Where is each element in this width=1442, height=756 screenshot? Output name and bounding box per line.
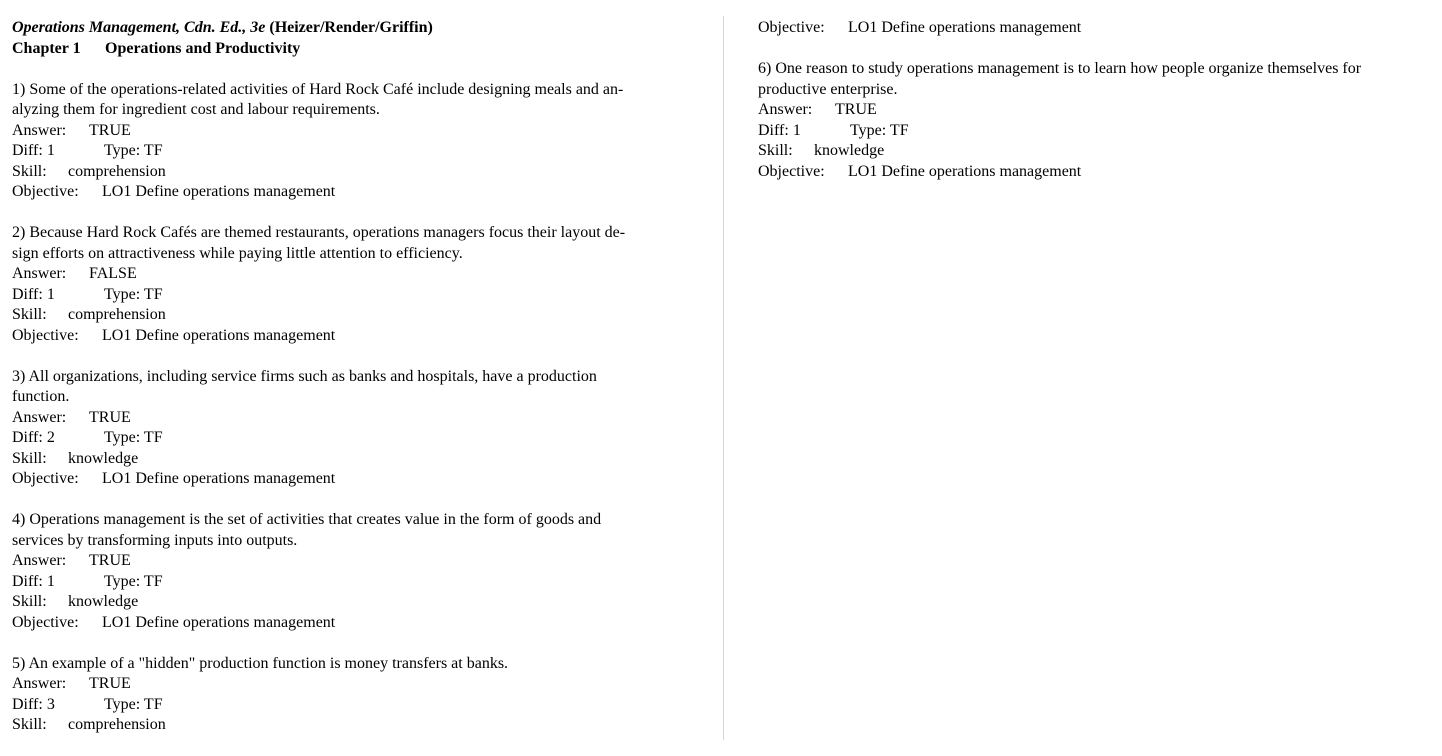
objective-value: LO1 Define operations management (102, 470, 336, 487)
objective-label: Objective: (758, 19, 825, 36)
objective-label: Objective: (12, 326, 79, 344)
chapter-header (12, 39, 702, 60)
diff-line (12, 141, 702, 162)
question-block (12, 80, 702, 203)
diff-line (12, 428, 702, 449)
question-block (12, 654, 702, 736)
type-value: Type: TF (104, 285, 163, 303)
answer-line (12, 121, 702, 142)
objective-label: Objective: (12, 613, 79, 631)
answer-value: TRUE (89, 121, 131, 139)
answer-line (12, 551, 702, 572)
objective-line (12, 613, 702, 634)
answer-value: TRUE (89, 552, 131, 569)
answer-line (12, 408, 702, 429)
answer-line (12, 674, 702, 695)
answer-value: TRUE (835, 101, 877, 118)
right-column (758, 18, 1438, 182)
answer-value: FALSE (89, 265, 137, 282)
skill-value: knowledge (68, 593, 139, 610)
skill-line (12, 162, 702, 183)
answer-label: Answer: (12, 121, 67, 139)
book-authors: (Heizer/Render/Griffin) (269, 19, 433, 36)
question-block (12, 223, 702, 346)
question-text: alyzing them for ingredient cost and labour requirements. (12, 101, 380, 118)
skill-label: Skill: (12, 593, 47, 610)
skill-value: comprehension (68, 162, 166, 180)
diff-value: Diff: 1 (12, 285, 55, 303)
question-text: 1) Some of the operations-related activities of Hard Rock Café include designing meals and an- (12, 80, 624, 98)
question-text: function. (12, 388, 70, 405)
diff-line (12, 285, 702, 306)
chapter-label: Chapter 1 (12, 39, 81, 57)
skill-value: comprehension (68, 306, 166, 323)
left-column (12, 18, 702, 736)
objective-value: LO1 Define operations management (102, 326, 336, 344)
objective-label: Objective: (758, 162, 825, 180)
question-text: 4) Operations management is the set of activities that creates value in the form of goods and (12, 511, 602, 528)
answer-label: Answer: (12, 552, 67, 569)
type-value: Type: TF (104, 572, 163, 590)
objective-value: LO1 Define operations management (848, 19, 1082, 36)
answer-label: Answer: (12, 265, 67, 282)
objective-value: LO1 Define operations management (102, 613, 336, 631)
objective-line (758, 18, 1438, 39)
answer-label: Answer: (12, 408, 67, 426)
diff-value: Diff: 3 (12, 695, 55, 713)
objective-value: LO1 Define operations management (102, 183, 336, 200)
objective-label: Objective: (12, 183, 79, 200)
answer-line (758, 100, 1438, 121)
diff-line (12, 572, 702, 593)
type-value: Type: TF (104, 429, 163, 446)
column-divider (723, 16, 724, 740)
chapter-title: Operations and Productivity (105, 39, 301, 57)
book-title: Operations Management, Cdn. Ed., 3e (12, 19, 266, 36)
diff-value: Diff: 2 (12, 429, 55, 446)
skill-line (12, 305, 702, 326)
skill-line (12, 449, 702, 470)
type-value: Type: TF (850, 121, 909, 139)
question-text: 6) One reason to study operations management is to learn how people organize themselves for (758, 60, 1362, 77)
answer-value: TRUE (89, 408, 131, 426)
objective-line (12, 182, 702, 203)
objective-label: Objective: (12, 470, 79, 487)
skill-label: Skill: (12, 306, 47, 323)
type-value: Type: TF (104, 142, 163, 159)
objective-line (758, 162, 1438, 183)
objective-line (12, 326, 702, 347)
skill-label: Skill: (12, 716, 47, 733)
answer-line (12, 264, 702, 285)
objective-line (12, 469, 702, 490)
answer-label: Answer: (758, 101, 813, 118)
diff-value: Diff: 1 (12, 142, 55, 159)
skill-label: Skill: (12, 449, 47, 467)
book-header (12, 18, 702, 39)
question-block (758, 59, 1438, 182)
type-value: Type: TF (104, 695, 163, 713)
question-text: 3) All organizations, including service firms such as banks and hospitals, have a production (12, 367, 597, 385)
skill-line (12, 715, 702, 736)
skill-value: knowledge (814, 142, 885, 159)
diff-value: Diff: 1 (12, 572, 55, 590)
skill-line (758, 141, 1438, 162)
diff-line (12, 695, 702, 716)
question-text: productive enterprise. (758, 80, 898, 98)
diff-line (758, 121, 1438, 142)
question-text: 5) An example of a "hidden" production function is money transfers at banks. (12, 654, 509, 672)
question-block (12, 510, 702, 633)
objective-value: LO1 Define operations management (848, 162, 1082, 180)
skill-value: comprehension (68, 716, 166, 733)
question-block (12, 367, 702, 490)
answer-label: Answer: (12, 675, 67, 692)
skill-value: knowledge (68, 449, 139, 467)
question-text: 2) Because Hard Rock Cafés are themed restaurants, operations managers focus their layout de- (12, 224, 626, 241)
skill-label: Skill: (12, 162, 47, 180)
answer-value: TRUE (89, 675, 131, 692)
skill-line (12, 592, 702, 613)
question-text: services by transforming inputs into outputs. (12, 531, 298, 549)
diff-value: Diff: 1 (758, 121, 801, 139)
question-text: sign efforts on attractiveness while paying little attention to efficiency. (12, 244, 463, 262)
skill-label: Skill: (758, 142, 793, 159)
